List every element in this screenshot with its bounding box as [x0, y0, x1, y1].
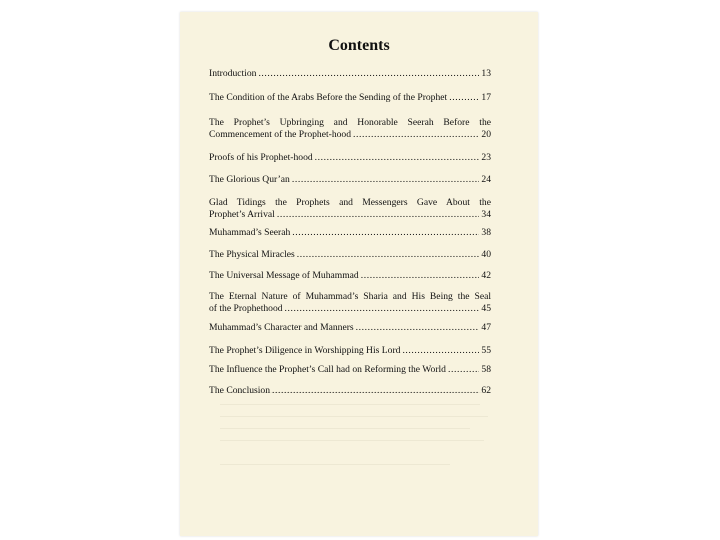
page-number: 13	[481, 68, 491, 79]
toc-entry[interactable]	[209, 92, 491, 104]
page-number: 40	[481, 249, 491, 260]
toc-entry[interactable]	[209, 322, 491, 334]
page-number: 55	[481, 345, 491, 356]
toc-entry[interactable]	[209, 270, 491, 282]
bleed-through-line	[220, 464, 450, 465]
toc-entry[interactable]	[209, 345, 491, 357]
page-number: 24	[481, 174, 491, 185]
page-number: 62	[481, 385, 491, 396]
entry-title: Prophet’s Arrival	[209, 209, 275, 220]
entry-title: Muhammad’s Seerah	[209, 227, 291, 238]
dot-leader	[361, 270, 480, 282]
entry-title: Commencement of the Prophet-hood	[209, 129, 352, 140]
toc-entry[interactable]	[209, 68, 491, 80]
page-number: 34	[481, 209, 491, 220]
dot-leader	[297, 249, 480, 261]
dot-leader	[272, 385, 479, 397]
toc-entry[interactable]	[209, 364, 491, 376]
toc-entry[interactable]	[209, 174, 491, 186]
page-number: 45	[481, 303, 491, 314]
toc-entry[interactable]	[209, 227, 491, 239]
entry-title: The Universal Message of Muhammad	[209, 270, 359, 281]
dot-leader	[449, 92, 479, 104]
entry-title: The Physical Miracles	[209, 249, 295, 260]
entry-title: The Condition of the Arabs Before the Sending of the Prophet	[209, 92, 448, 103]
toc-entry[interactable]	[209, 291, 491, 315]
dot-leader	[448, 364, 479, 376]
book-page	[180, 12, 538, 536]
toc-entry[interactable]	[209, 197, 491, 221]
entry-title: Proofs of his Prophet-hood	[209, 152, 313, 163]
entry-title-line: Glad Tidings the Prophets and Messengers Gave About the	[209, 197, 491, 208]
page-title: Contents	[328, 37, 390, 54]
page-number: 58	[481, 364, 491, 375]
dot-leader	[353, 129, 479, 141]
dot-leader	[285, 303, 480, 315]
toc-entry[interactable]	[209, 249, 491, 261]
entry-title: The Influence the Prophet’s Call had on Reforming the World	[209, 364, 446, 375]
entry-title: The Conclusion	[209, 385, 271, 396]
entry-title: The Glorious Qur’an	[209, 174, 290, 185]
dot-leader	[258, 68, 479, 80]
page-number: 20	[481, 129, 491, 140]
page-number: 38	[481, 227, 491, 238]
page-number: 17	[481, 92, 491, 103]
toc-entry[interactable]	[209, 385, 491, 397]
entry-title-line: The Eternal Nature of Muhammad’s Sharia and His Being the Seal	[209, 291, 491, 302]
entry-title: Introduction	[209, 68, 257, 79]
page-number: 23	[481, 152, 491, 163]
dot-leader	[277, 209, 480, 221]
toc-entry[interactable]	[209, 152, 491, 164]
dot-leader	[356, 322, 480, 334]
page-number: 42	[481, 270, 491, 281]
bleed-through-line	[220, 440, 484, 441]
dot-leader	[292, 227, 479, 239]
entry-title: Muhammad’s Character and Manners	[209, 322, 354, 333]
entry-title: of the Prophethood	[209, 303, 283, 314]
entry-title: The Prophet’s Diligence in Worshipping His Lord	[209, 345, 401, 356]
bleed-through-line	[220, 416, 488, 417]
bleed-through-line	[220, 404, 480, 405]
toc-entry[interactable]	[209, 117, 491, 141]
entry-title-line: The Prophet’s Upbringing and Honorable Seerah Before the	[209, 117, 491, 128]
page-number: 47	[481, 322, 491, 333]
dot-leader	[315, 152, 480, 164]
dot-leader	[292, 174, 480, 186]
bleed-through-line	[220, 428, 470, 429]
dot-leader	[402, 345, 479, 357]
